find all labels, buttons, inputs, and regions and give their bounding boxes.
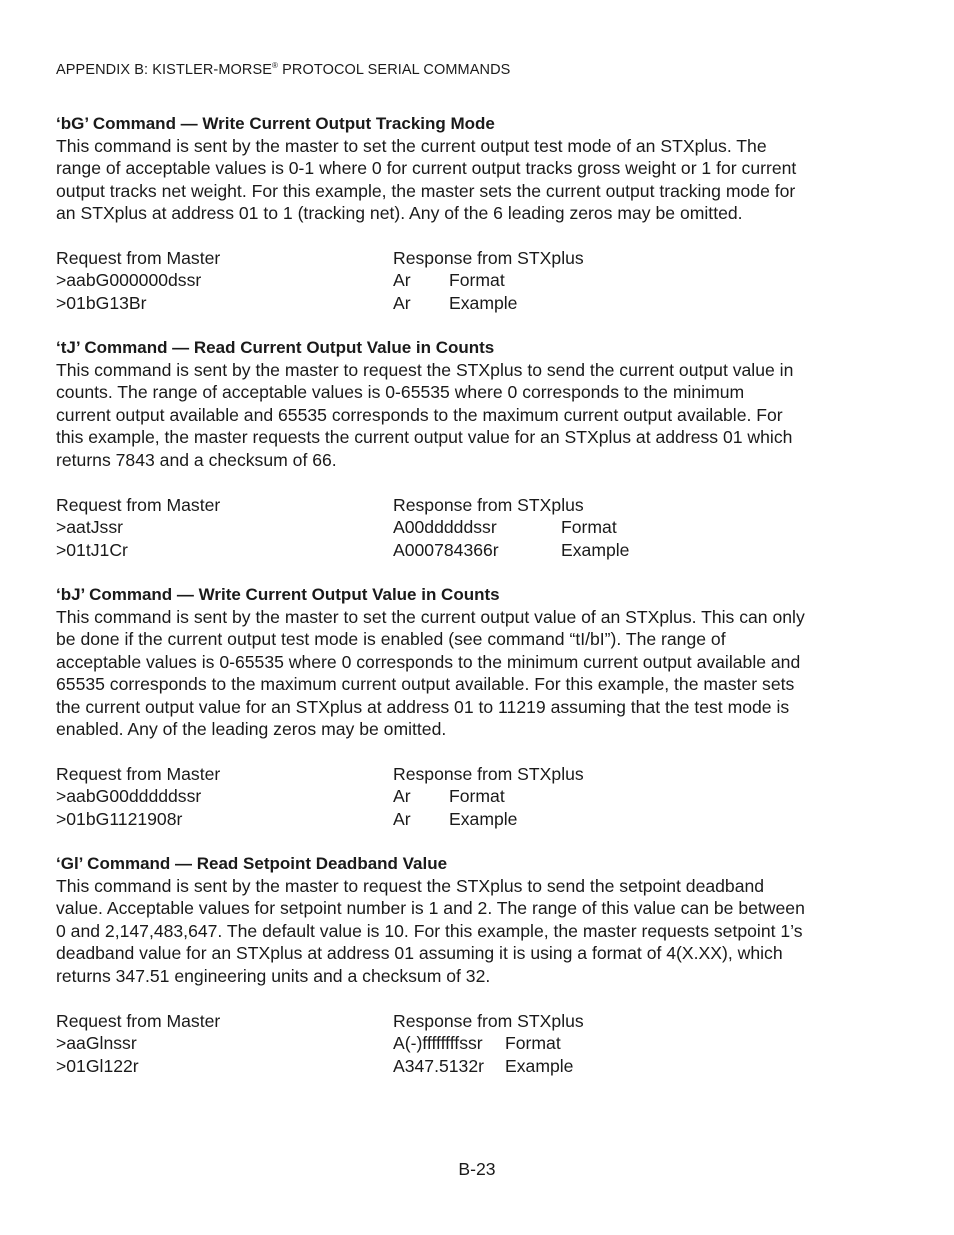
- section-description: [56, 875, 876, 987]
- description-line: enabled. Any of the leading zeros may be omitted.: [56, 719, 447, 740]
- command-table-tj: [56, 494, 876, 561]
- registered-mark: ®: [272, 61, 279, 70]
- table-header-row: [56, 247, 876, 269]
- row-label: Format: [449, 270, 505, 291]
- header-suffix: PROTOCOL SERIAL COMMANDS: [278, 61, 511, 78]
- response-header: Response from STXplus: [393, 248, 584, 268]
- description-line: current output available and 65535 corresponds to the maximum current output available. For: [56, 404, 783, 425]
- section-title: ‘Gl’ Command — Read Setpoint Deadband Value: [56, 854, 448, 873]
- request-example: >01Gl122r: [56, 1055, 139, 1076]
- section-title: ‘bG’ Command — Write Current Output Tracking Mode: [56, 114, 495, 133]
- table-row-format: [56, 269, 876, 291]
- table-row-format: [56, 785, 876, 807]
- request-header: Request from Master: [56, 1011, 221, 1031]
- table-row-example: [56, 1055, 876, 1077]
- section-description: [56, 135, 876, 225]
- command-table-gl: [56, 1010, 876, 1077]
- section-title: ‘bJ’ Command — Write Current Output Value in Counts: [56, 585, 500, 604]
- row-label: Format: [505, 1033, 561, 1054]
- request-format: >aatJssr: [56, 517, 123, 538]
- section-bj-command: [56, 584, 876, 740]
- response-header: Response from STXplus: [393, 764, 584, 784]
- row-label: Example: [561, 539, 630, 560]
- row-label: Example: [449, 292, 518, 313]
- request-example: >01tJ1Cr: [56, 539, 128, 560]
- request-header: Request from Master: [56, 248, 221, 268]
- response-example: A000784366r: [393, 539, 499, 560]
- description-line: value. Acceptable values for setpoint number is 1 and 2. The range of this value can be between: [56, 898, 805, 919]
- request-header: Request from Master: [56, 495, 221, 515]
- description-line: This command is sent by the master to set the current output value of an STXplus. This can only: [56, 607, 805, 627]
- table-row-format: [56, 1032, 876, 1054]
- request-example: >01bG1121908r: [56, 808, 183, 829]
- response-example: A347.5132r: [393, 1055, 484, 1076]
- request-format: >aabG00dddddssr: [56, 786, 202, 807]
- row-label: Example: [449, 808, 518, 829]
- table-row-example: [56, 808, 876, 830]
- row-label: Example: [505, 1055, 574, 1076]
- table-header-row: [56, 494, 876, 516]
- description-line: This command is sent by the master to set the current output test mode of an STXplus. The: [56, 136, 767, 156]
- section-title: ‘tJ’ Command — Read Current Output Value in Counts: [56, 338, 495, 357]
- page-number: B-23: [458, 1159, 496, 1179]
- description-line: 0 and 2,147,483,647. The default value is 10. For this example, the master requests setpoint 1’s: [56, 920, 803, 941]
- row-label: Format: [561, 517, 617, 538]
- response-format: A(-)ffffffffssr: [393, 1033, 483, 1054]
- description-line: 65535 corresponds to the maximum current output available. For this example, the master sets: [56, 674, 795, 695]
- response-header: Response from STXplus: [393, 1011, 584, 1031]
- request-format: >aabG000000dssr: [56, 270, 202, 291]
- section-bg-command: [56, 113, 876, 225]
- table-row-example: [56, 292, 876, 314]
- description-line: returns 7843 and a checksum of 66.: [56, 449, 337, 470]
- page-header: [56, 61, 510, 78]
- header-prefix: APPENDIX B: KISTLER-MORSE: [56, 61, 273, 78]
- response-format: A00dddddssr: [393, 517, 497, 538]
- table-header-row: [56, 763, 876, 785]
- table-row-format: [56, 516, 876, 538]
- command-table-bj: [56, 763, 876, 830]
- response-format: Ar: [393, 786, 411, 807]
- description-line: counts. The range of acceptable values is 0-65535 where 0 corresponds to the minimum: [56, 382, 745, 403]
- description-line: range of acceptable values is 0-1 where 0 for current output tracks gross weight or 1 for current: [56, 158, 797, 179]
- table-header-row: [56, 1010, 876, 1032]
- description-line: be done if the current output test mode is enabled (see command “tI/bI”). The range of: [56, 629, 726, 650]
- description-line: deadband value for an STXplus at address 01 assuming it is using a format of 4(X.XX), which: [56, 943, 783, 964]
- description-line: This command is sent by the master to request the STXplus to send the current output value in: [56, 360, 794, 380]
- description-line: acceptable values is 0-65535 where 0 corresponds to the minimum current output available and: [56, 651, 801, 672]
- response-example: Ar: [393, 292, 411, 313]
- description-line: the current output value for an STXplus at address 01 to 11219 assuming that the test mode is: [56, 696, 790, 717]
- description-line: returns 347.51 engineering units and a checksum of 32.: [56, 965, 491, 986]
- request-header: Request from Master: [56, 764, 221, 784]
- section-tj-command: [56, 337, 876, 471]
- description-line: an STXplus at address 01 to 1 (tracking net). Any of the 6 leading zeros may be omitted.: [56, 203, 743, 224]
- response-format: Ar: [393, 270, 411, 291]
- section-description: [56, 606, 876, 740]
- row-label: Format: [449, 786, 505, 807]
- response-header: Response from STXplus: [393, 495, 584, 515]
- table-row-example: [56, 539, 876, 561]
- request-example: >01bG13Br: [56, 292, 147, 313]
- section-gl-command: [56, 853, 876, 987]
- response-example: Ar: [393, 808, 411, 829]
- section-description: [56, 359, 876, 471]
- description-line: This command is sent by the master to request the STXplus to send the setpoint deadband: [56, 876, 765, 896]
- command-table-bg: [56, 247, 876, 314]
- description-line: this example, the master requests the current output value for an STXplus at address 01 which: [56, 427, 793, 448]
- request-format: >aaGlnssr: [56, 1033, 137, 1054]
- description-line: output tracks net weight. For this example, the master sets the current output tracking mode for: [56, 180, 796, 201]
